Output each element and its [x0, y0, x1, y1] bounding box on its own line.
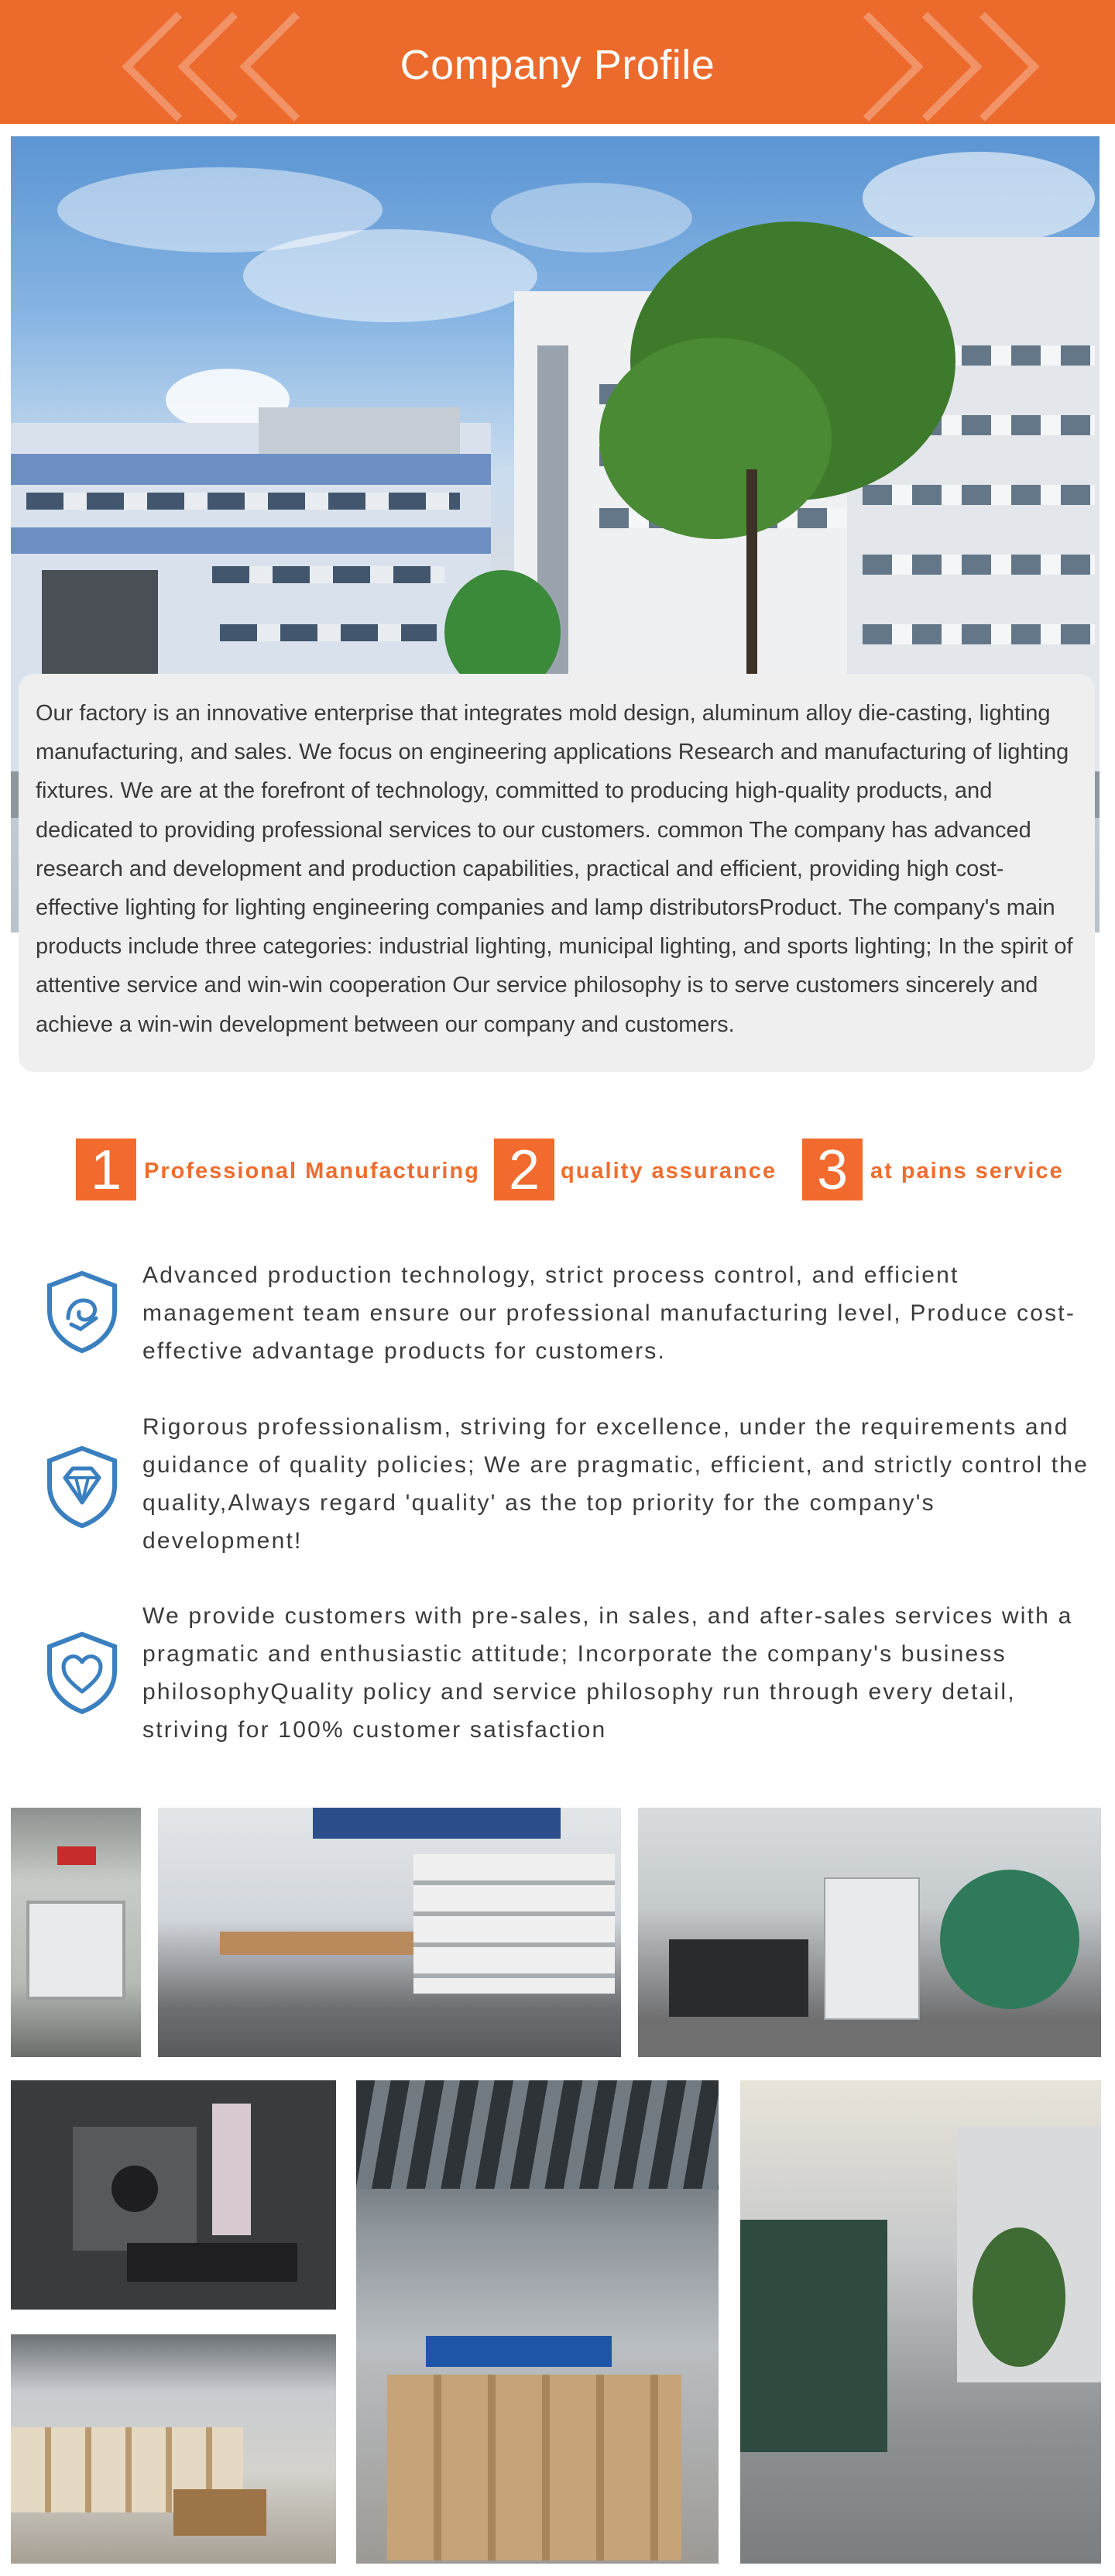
intro-text: Our factory is an innovative enterprise that integrates mold design, aluminum alloy die-casting, lighting manufacturing, and sales. We focus on engineering applications Research and manufacturing of lighting fixtures. We are at the forefront of technology, committed to producing high-quality products, and dedicated to providing professional services to our customers. common The company has advanced research and development and production capabilities, practical and efficient, providing high cost-effective lighting for lighting engineering companies and lamp distributorsProduct. The company's main products include three categories: industrial lighting, municipal lighting, and sports lighting; In the spirit of attentive service and win-win cooperation Our service philosophy is to serve customers sincerely and achieve a win-win development between our company and customers.	[36, 701, 1073, 1037]
factory-yard-photo	[740, 2080, 1101, 2564]
feature-number-2: 2	[494, 1139, 554, 1200]
page-title: Company Profile	[400, 42, 715, 88]
shield-heart-icon	[45, 1631, 119, 1715]
equipment-cabinet-photo	[11, 1808, 141, 2057]
goniophotometer-photo	[11, 2080, 336, 2310]
detail-text-2: Rigorous professionalism, striving for excellence, under the requirements and guidance of quality policies; We are pragmatic, efficient, and strictly control the quality,Always regard 'quality' as the top priority for the company's development!	[142, 1414, 1089, 1554]
shield-hand-icon	[45, 1270, 119, 1354]
shield-diamond-icon	[45, 1445, 119, 1529]
feature-number-1: 1	[76, 1139, 136, 1200]
showroom-photo	[158, 1808, 621, 2057]
header-banner	[0, 0, 1115, 124]
feature-number-3: 3	[802, 1139, 863, 1200]
feature-label-2: quality assurance	[561, 1159, 777, 1183]
detail-text-3: We provide customers with pre-sales, in sales, and after-sales services with a pragmatic and enthusiastic attitude; Incorporate the company's business philosophyQuality policy and service philosophy run through every detail, striving for 100% customer satisfaction	[142, 1603, 1073, 1743]
feature-label-1: Professional Manufacturing	[144, 1159, 480, 1183]
packing-area-photo	[11, 2334, 336, 2564]
intro-panel	[19, 674, 1095, 1072]
warehouse-photo	[356, 2080, 719, 2564]
feature-label-3: at pains service	[870, 1159, 1064, 1183]
detail-text-1: Advanced production technology, strict process control, and efficient management team ensure our professional manufacturing level, Produce cost-effective advantage products for customers.	[142, 1262, 1076, 1364]
lab-sphere-photo	[638, 1808, 1101, 2057]
